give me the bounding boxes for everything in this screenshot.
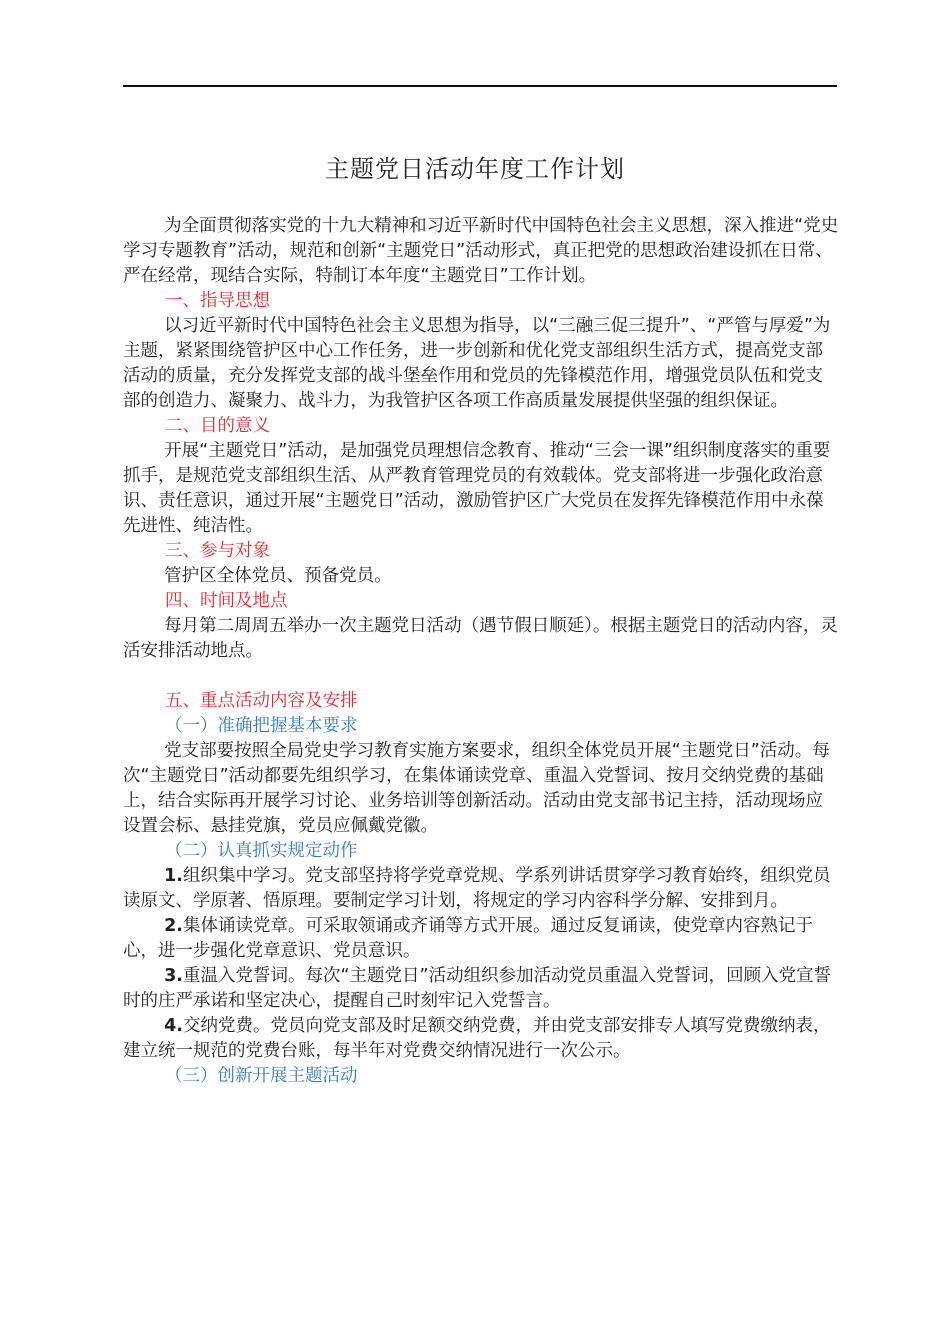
subsection-heading-innovative-activities: （三）创新开展主题活动 [165,1066,358,1086]
list-item-number: 1. [164,866,183,886]
list-item-number: 3. [164,966,183,986]
list-item [123,914,839,964]
section-body-guiding-thought: 以习近平新时代中国特色社会主义思想为指导，以“三融三促三提升”、“严管与厚爱”为主题，紧紧围绕管护区中心工作任务，进一步创新和优化党支部组织生活方式，提高党支部活动的质量，充分发挥党支部的战斗堡垒作用和党员的先锋模范作用，增强党员队伍和党支部的创造力、凝聚力、战斗力，为我管护区各项工作高质量发展提供坚强的组织保证。 [123,316,831,411]
list-item-text: 交纳党费。党员向党支部及时足额交纳党费，并由党支部安排专人填写党费缴纳表，建立统一规范的党费台账，每半年对党费交纳情况进行一次公示。 [123,1016,831,1061]
blank-line [123,664,839,689]
section-body-purpose: 开展“主题党日”活动，是加强党员理想信念教育、推动“三会一课”组织制度落实的重要抓手，是规范党支部组织生活、从严教育管理党员的有效载体。党支部将进一步强化政治意识、责任意识，通过开展“主题党日”活动，激励管护区广大党员在发挥先锋模范作用中永葆先进性、纯洁性。 [123,441,831,536]
document-title: 主题党日活动年度工作计划 [325,155,625,183]
subsection-body-basic-requirements: 党支部要按照全局党史学习教育实施方案要求，组织全体党员开展“主题党日”活动。每次“主题党日”活动都要先组织学习，在集体诵读党章、重温入党誓词、按月交纳党费的基础上，结合实际再开展学习讨论、业务培训等创新活动。活动由党支部书记主持，活动现场应设置会标、悬挂党旗，党员应佩戴党徽。 [123,741,830,836]
subsection-heading-basic-requirements: （一）准确把握基本要求 [165,716,358,736]
list-item [123,964,839,1014]
subsection-heading-required-actions: （二）认真抓实规定动作 [165,841,358,861]
list-item-text: 组织集中学习。党支部坚持将学党章党规、学系列讲话贯穿学习教育始终，组织党员读原文、学原著、悟原理。要制定学习计划，将规定的学习内容科学分解、安排到月。 [123,866,831,911]
list-item [123,864,839,914]
header-rule [123,85,837,87]
intro-paragraph: 为全面贯彻落实党的十九大精神和习近平新时代中国特色社会主义思想，深入推进“党史学习专题教育”活动，规范和创新“主题党日”活动形式，真正把党的思想政治建设抓在日常、严在经常，现结合实际，特制订本年度“主题党日”工作计划。 [123,216,839,286]
list-item-text: 集体诵读党章。可采取领诵或齐诵等方式开展。通过反复诵读，使党章内容熟记于心，进一步强化党章意识、党员意识。 [123,916,813,961]
document-body [123,214,839,1089]
section-heading-participants: 三、参与对象 [165,541,270,561]
list-item-text: 重温入党誓词。每次“主题党日”活动组织参加活动党员重温入党誓词，回顾入党宣誓时的庄严承诺和坚定决心，提醒自己时刻牢记入党誓言。 [123,966,832,1011]
list-item-number: 4. [164,1016,183,1036]
list-item-number: 2. [164,916,183,936]
list-item [123,1014,839,1064]
section-heading-guiding-thought: 一、指导思想 [165,291,270,311]
section-heading-time-place: 四、时间及地点 [165,591,288,611]
section-body-participants: 管护区全体党员、预备党员。 [164,566,392,586]
section-heading-key-activities: 五、重点活动内容及安排 [165,691,358,711]
section-heading-purpose: 二、目的意义 [165,416,270,436]
section-body-time-place: 每月第二周周五举办一次主题党日活动（遇节假日顺延）。根据主题党日的活动内容，灵活安排活动地点。 [123,616,838,661]
